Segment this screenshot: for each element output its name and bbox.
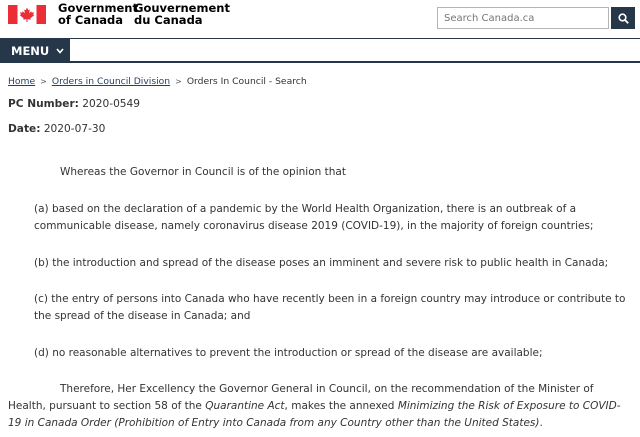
pc-number-label: PC Number: — [8, 98, 79, 110]
sig-en-line2: of Canada — [58, 13, 124, 27]
chevron-right-icon: > — [40, 77, 47, 86]
search-input[interactable] — [437, 7, 609, 29]
search-button[interactable] — [611, 7, 635, 29]
order-title: Minimizing the Risk of Exposure to COVID-19 in Canada Order (Prohibition of Entry into Canada from any Country other than the United States) — [8, 400, 621, 429]
date-label: Date: — [8, 123, 41, 135]
breadcrumb-orders-link[interactable]: Orders in Council Division — [51, 76, 171, 87]
breadcrumb-current: Orders In Council - Search — [186, 76, 307, 87]
pc-number-value: 2020-0549 — [82, 98, 141, 110]
breadcrumb-home-link[interactable]: Home — [8, 76, 36, 87]
canada-flag-icon — [8, 5, 46, 24]
quarantine-act-title: Quarantine Act — [205, 400, 285, 412]
menu-label: MENU — [11, 43, 50, 58]
menu-button[interactable] — [0, 39, 70, 62]
therefore-text-1: Therefore, Her Excellency the Governor General in Council, on the recommendation of the Minister of Health, pursuant to section 58 of the — [8, 383, 594, 412]
sig-fr-line2: du Canada — [134, 13, 203, 27]
sig-fr-line1: Gouvernement — [134, 1, 230, 15]
intro-paragraph: Whereas the Governor in Council is of the opinion that — [60, 166, 346, 178]
pc-number-row — [8, 98, 140, 110]
government-signature-en[interactable] — [58, 2, 138, 26]
clause-d: (d) no reasonable alternatives to prevent the introduction or spread of the disease are available; — [34, 347, 543, 359]
therefore-paragraph — [8, 381, 632, 432]
clause-b: (b) the introduction and spread of the disease poses an imminent and severe risk to public health in Canada; — [34, 257, 609, 269]
breadcrumb — [8, 76, 307, 87]
government-signature-fr[interactable] — [134, 2, 230, 26]
site-header — [0, 0, 640, 38]
clause-c: (c) the entry of persons into Canada who have recently been in a foreign country may introduce or contribute to the spread of the disease in Canada; and — [34, 293, 626, 322]
therefore-text-3: . — [539, 417, 543, 429]
chevron-right-icon: > — [175, 77, 182, 86]
date-row — [8, 123, 105, 135]
menu-bar — [0, 38, 640, 63]
search-icon — [618, 13, 629, 24]
therefore-text-2: , makes the annexed — [284, 400, 398, 412]
date-value: 2020-07-30 — [43, 123, 106, 135]
clause-a: (a) based on the declaration of a pandemic by the World Health Organization, there is an outbreak of a communicable disease, namely coronavirus disease 2019 (COVID-19), in the majority of foreign countries; — [34, 203, 594, 232]
chevron-down-icon — [56, 48, 64, 54]
sig-en-line1: Government — [58, 1, 138, 15]
